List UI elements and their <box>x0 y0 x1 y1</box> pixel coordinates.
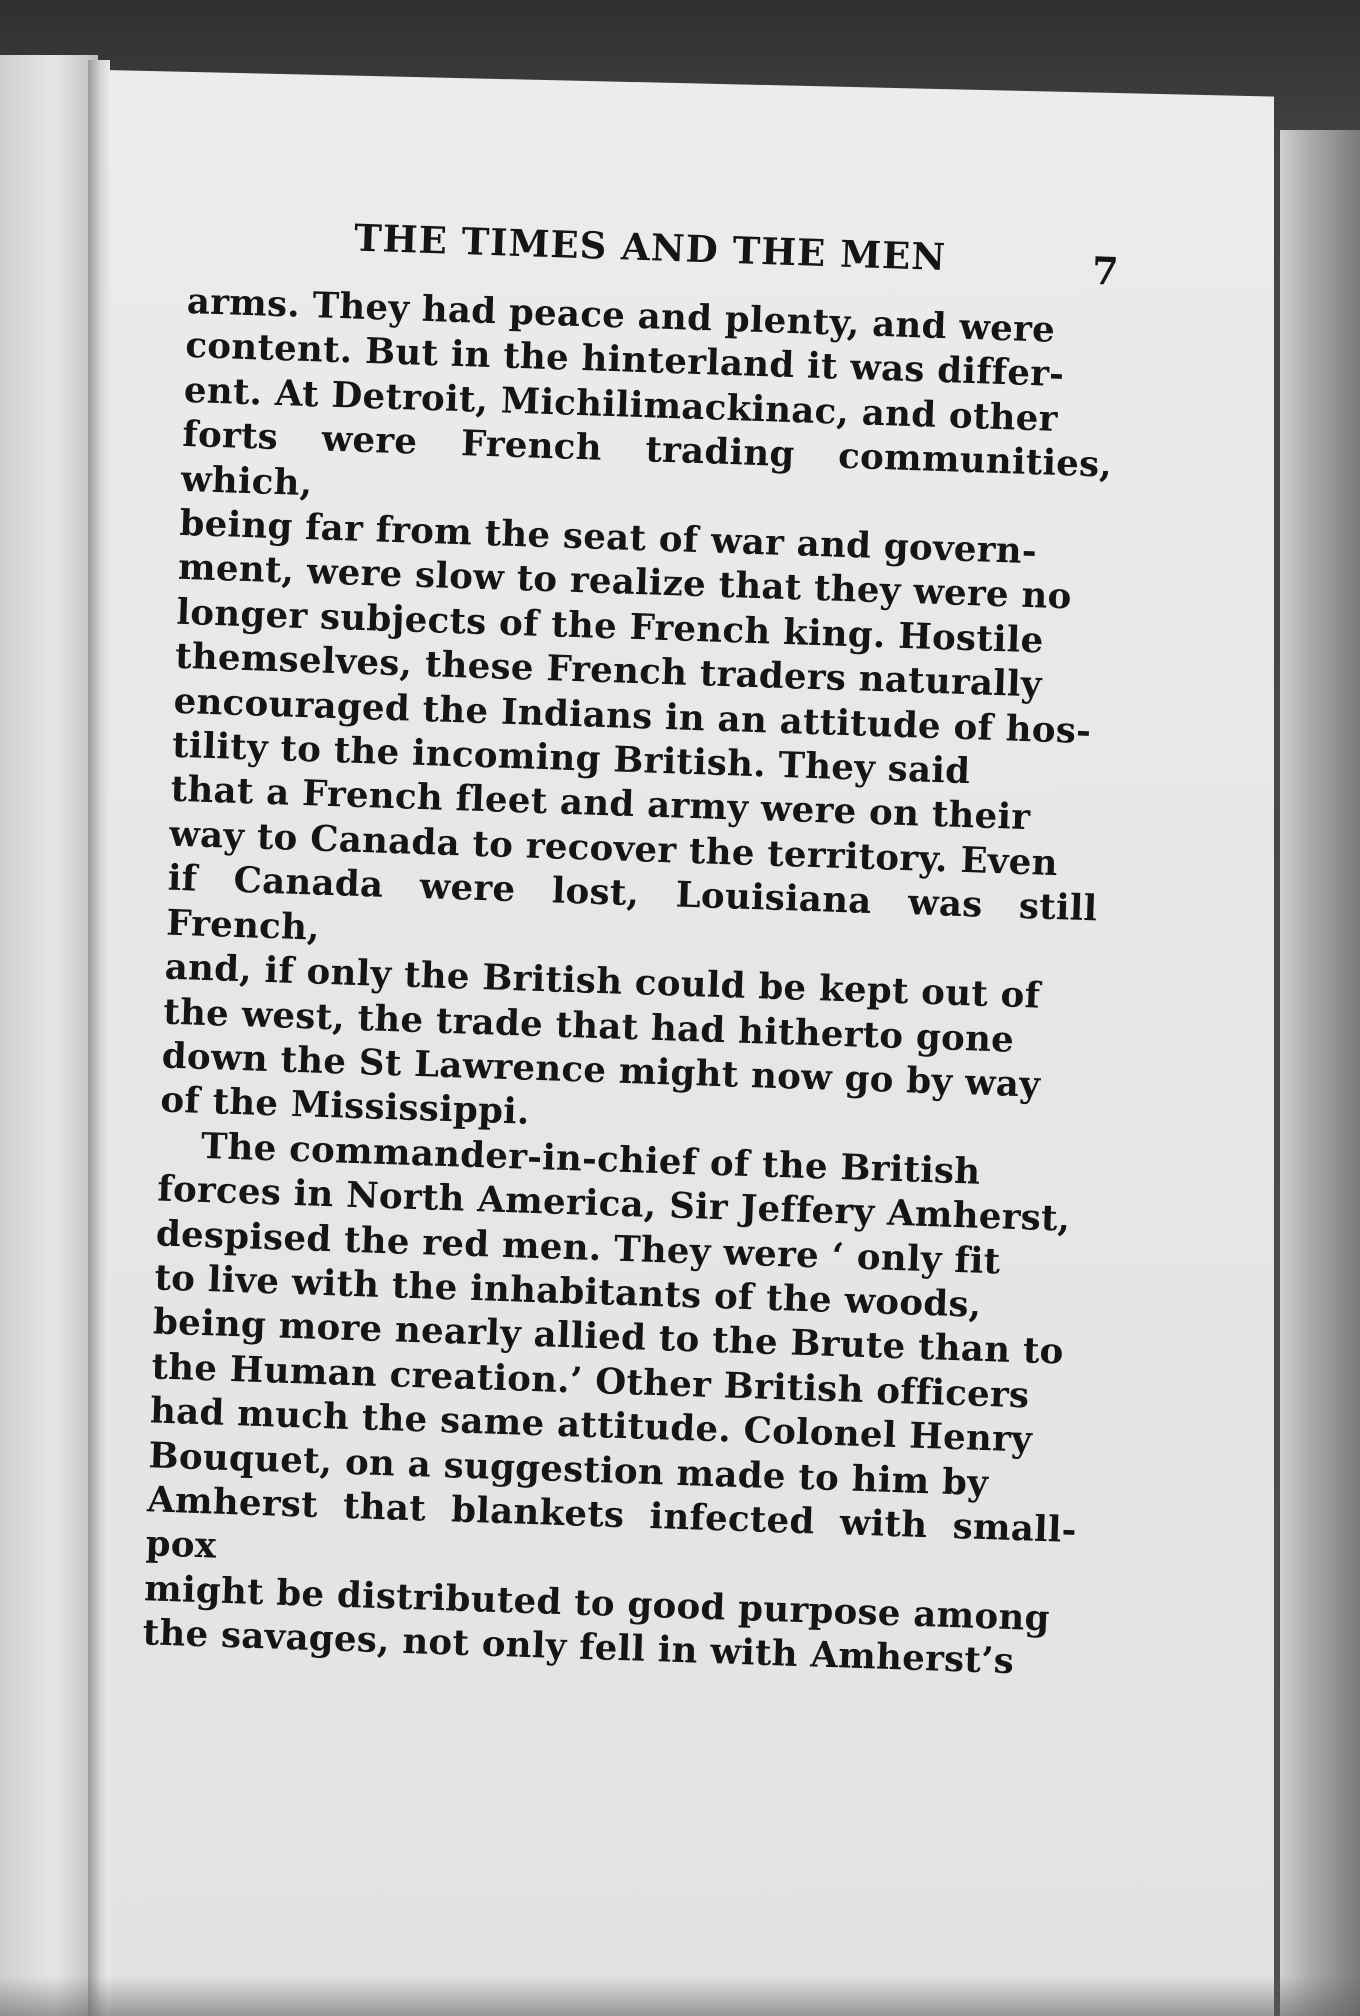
page-text-block <box>142 210 1119 1687</box>
page-number: 7 <box>1091 247 1120 294</box>
running-title: THE TIMES AND THE MEN <box>353 215 947 280</box>
paragraph: arms. They had peace and plenty, and were content. But in the hinterland it was differ- ent. At Detroit, Michilimackinac, and other forts were French trading communities, which, being far from the seat of war and govern- ment, were slow to realize that they were no longer subjects of the French king. Hostile themselves, these French traders naturally encouraged the Indians in an attitude of hos- tility to the incoming British. They said that a French fleet and army were on their way to Canada to recover the territory. Even if Canada were lost, Louisiana was still French, and, if only the British could be kept out of the west, the trade that had hitherto gone down the St Lawrence might now go by way of the Mississippi. <box>159 280 1113 1134</box>
page-stack-edge <box>1280 130 1360 2016</box>
paragraph: The commander-in-chief of the British forces in North America, Sir Jeffery Amherst, despised the red men. They were ‘ only fit to live with the inhabitants of the woods, being more nearly allied to the Brute than to the Human creation.’ Other British officers had much the same attitude. Colonel Henry Bouquet, on a suggestion made to him by Amherst that blankets infected with small-pox might be distributed to good purpose among the savages, not only fell in with Amherst’s <box>142 1125 1078 1683</box>
book-gutter <box>88 60 110 2016</box>
facing-page-edge <box>0 55 98 2016</box>
bottom-shadow <box>0 1976 1360 2016</box>
